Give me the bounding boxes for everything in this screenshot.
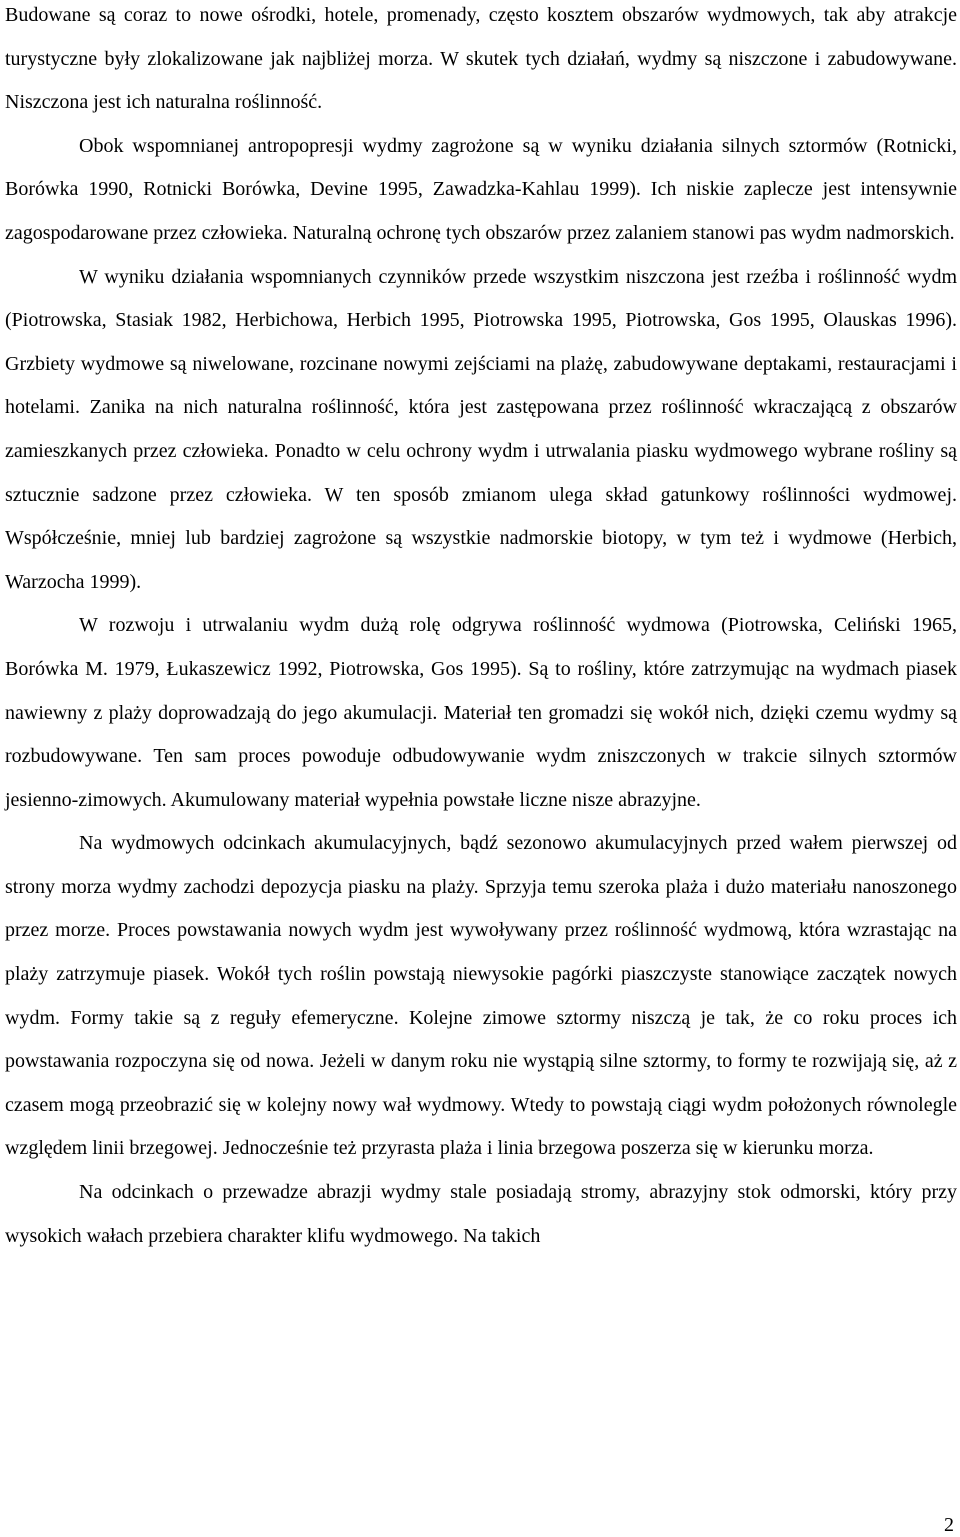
paragraph-1: Budowane są coraz to nowe ośrodki, hotele, promenady, często kosztem obszarów wydmowych, tak aby atrakcje turystyczne były zlokalizowane jak najbliżej morza. W skutek tych działań, wydmy są niszczone i zabudowywane. Niszczona jest ich naturalna roślinność. <box>5 4 957 114</box>
paragraph-4: W rozwoju i utrwalaniu wydm dużą rolę odgrywa roślinność wydmowa (Piotrowska, Celiński 1965, Borówka M. 1979, Łukaszewicz 1992, Piotrowska, Gos 1995). Są to rośliny, które zatrzymując na wydmach piasek nawiewny z plaży doprowadzają do jego akumulacji. Materiał ten gromadzi się wokół nich, dzięki czemu wydmy są rozbudowywane. Ten sam proces powoduje odbudowywanie wydm zniszczonych w trakcie silnych sztormów jesienno-zimowych. Akumulowany materiał wypełnia powstałe liczne nisze abrazyjne. <box>5 614 957 811</box>
page-number: 2 <box>944 1514 954 1536</box>
document-body <box>5 0 957 1258</box>
paragraph-2: Obok wspomnianej antropopresji wydmy zagrożone są w wyniku działania silnych sztormów (Rotnicki, Borówka 1990, Rotnicki Borówka, Devine 1995, Zawadzka-Kahlau 1999). Ich niskie zaplecze jest intensywnie zagospodarowane przez człowieka. Naturalną ochronę tych obszarów przez zalaniem stanowi pas wydm nadmorskich. <box>5 134 957 244</box>
paragraph-3: W wyniku działania wspomnianych czynników przede wszystkim niszczona jest rzeźba i roślinność wydm (Piotrowska, Stasiak 1982, Herbichowa, Herbich 1995, Piotrowska 1995, Piotrowska, Gos 1995, Olauskas 1996). Grzbiety wydmowe są niwelowane, rozcinane nowymi zejściami na plażę, zabudowywane deptakami, restauracjami i hotelami. Zanika na nich naturalna roślinność, która jest zastępowana przez roślinność wkraczającą z obszarów zamieszkanych przez człowieka. Ponadto w celu ochrony wydm i utrwalania piasku wydmowego wybrane rośliny są sztucznie sadzone przez człowieka. W ten sposób zmianom ulega skład gatunkowy roślinności wydmowej. Współcześnie, mniej lub bardziej zagrożone są wszystkie nadmorskie biotopy, w tym też i wydmowe (Herbich, Warzocha 1999). <box>5 265 957 593</box>
paragraph-6: Na odcinkach o przewadze abrazji wydmy stale posiadają stromy, abrazyjny stok odmorski, który przy wysokich wałach przebiera charakter klifu wydmowego. Na takich <box>5 1181 957 1247</box>
paragraph-5: Na wydmowych odcinkach akumulacyjnych, bądź sezonowo akumulacyjnych przed wałem pierwszej od strony morza wydmy zachodzi depozycja piasku na plaży. Sprzyja temu szeroka plaża i dużo materiału nanoszonego przez morze. Proces powstawania nowych wydm jest wywoływany przez roślinność wydmową, która wzrastając na plaży zatrzymuje piasek. Wokół tych roślin powstają niewysokie pagórki piaszczyste stanowiące zaczątek nowych wydm. Formy takie są z reguły efemeryczne. Kolejne zimowe sztormy niszczą je tak, że co roku proces ich powstawania rozpoczyna się od nowa. Jeżeli w danym roku nie wystąpią silne sztormy, to formy te rozwijają się, aż z czasem mogą przeobrazić się w kolejny nowy wał wydmowy. Wtedy to powstają ciągi wydm położonych równolegle względem linii brzegowej. Jednocześnie też przyrasta plaża i linia brzegowa poszerza się w kierunku morza. <box>5 832 957 1160</box>
